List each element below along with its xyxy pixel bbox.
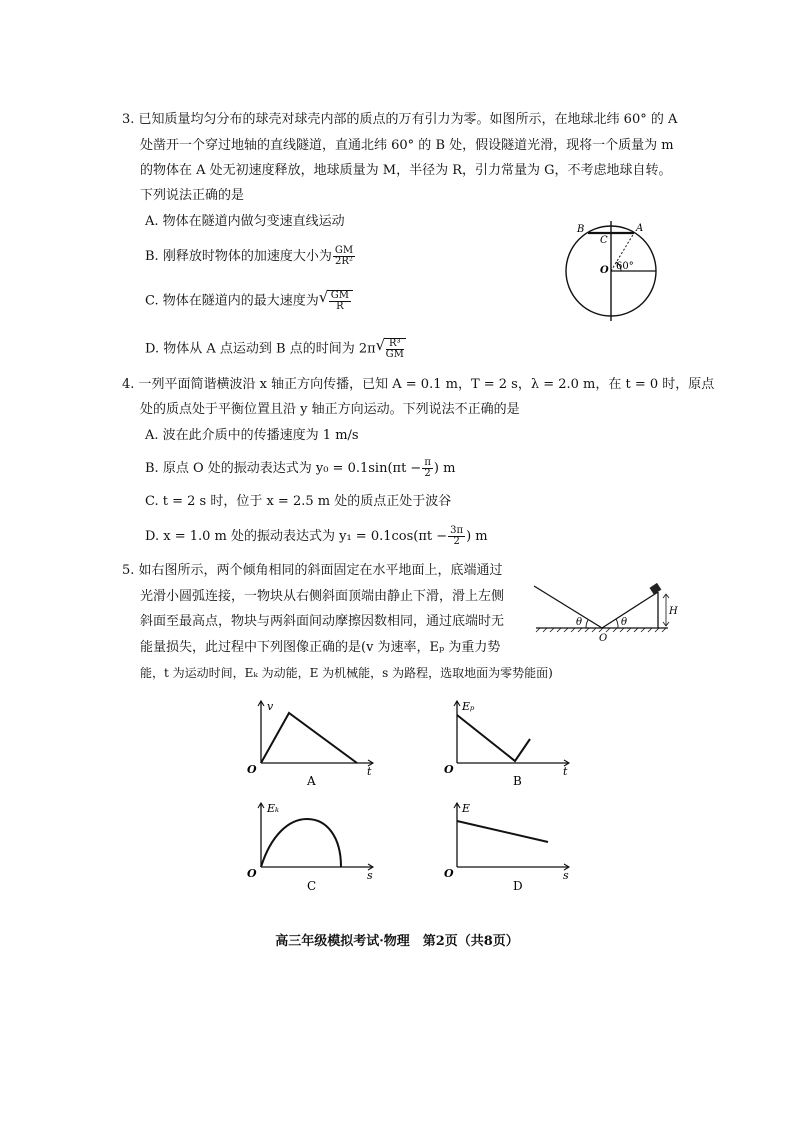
graph-b-xlabel: t bbox=[563, 765, 568, 778]
q4-stem-line1: 4. 一列平面简谐横波沿 x 轴正方向传播，已知 A = 0.1 m，T = 2 s，λ = 2.0 m，在 t = 0 时，原点 bbox=[122, 377, 715, 392]
graph-c-caption: C bbox=[307, 879, 317, 893]
graph-a bbox=[245, 695, 385, 795]
q4-stem-line2: 处的质点处于平衡位置且沿 y 轴正方向运动。下列说法不正确的是 bbox=[140, 402, 520, 417]
q3-option-b bbox=[145, 246, 356, 267]
frac-denominator: 2 bbox=[453, 536, 460, 547]
q5-stem-line1: 5. 如右图所示，两个倾角相同的斜面固定在水平地面上，底端通过 bbox=[122, 563, 503, 578]
q4-option-c: C. t = 2 s 时，位于 x = 2.5 m 处的质点正处于波谷 bbox=[145, 494, 452, 509]
q4-option-b-suffix: ) m bbox=[433, 461, 456, 476]
graph-a-xlabel: t bbox=[367, 765, 372, 778]
graph-b-caption: B bbox=[513, 774, 522, 788]
graph-d bbox=[443, 797, 583, 897]
graph-c-xlabel: s bbox=[367, 869, 373, 882]
frac-denominator: GM bbox=[385, 349, 404, 360]
q3-option-d-sqrt: √ $\frac{\text{R³}}{GM}$ bbox=[375, 336, 404, 360]
fig-theta-right: θ bbox=[621, 617, 628, 628]
graph-d-caption: D bbox=[513, 879, 523, 893]
q3-option-c-text: C. 物体在隧道内的最大速度为 bbox=[145, 293, 319, 309]
q3-option-b-fraction bbox=[333, 246, 355, 267]
q3-stem-line2: 处凿开一个穿过地轴的直线隧道，直通北纬 60° 的 B 处，假设隧道光滑，现将一个质量为 m bbox=[140, 138, 674, 153]
q3-option-c bbox=[145, 290, 353, 312]
graph-d-origin: O bbox=[444, 867, 454, 880]
frac-numerator: GM bbox=[334, 245, 354, 256]
q5-stem-line5: 能，t 为运动时间，Eₖ 为动能，E 为机械能，s 为路程，选取地面为零势能面) bbox=[140, 666, 553, 680]
fig-label-angle: 60° bbox=[616, 261, 634, 272]
frac-denominator: R bbox=[336, 301, 344, 312]
graph-b-origin: O bbox=[444, 763, 454, 776]
q5-stem-line4: 能量损失，此过程中下列图像正确的是(v 为速率，Eₚ 为重力势 bbox=[140, 640, 501, 655]
graph-c-ylabel: Eₖ bbox=[267, 802, 280, 815]
q3-option-d bbox=[145, 338, 406, 360]
frac-numerator: GM bbox=[330, 290, 349, 301]
q3-option-c-sqrt: √ $\frac{GM}{R}$ bbox=[319, 290, 353, 312]
q3-earth-figure bbox=[555, 215, 667, 327]
q3-option-b-text: B. 刚释放时物体的加速度大小为 bbox=[145, 249, 332, 264]
q3-stem-line3: 的物体在 A 处无初速度释放，地球质量为 M，半径为 R，引力常量为 G，不考虑地球自转。 bbox=[140, 163, 672, 178]
q4-option-d-suffix: ) m bbox=[466, 529, 488, 544]
q4-option-b bbox=[145, 458, 455, 479]
frac-denominator: 2R² bbox=[334, 256, 353, 267]
graph-a-origin: O bbox=[247, 763, 257, 776]
graph-c-origin: O bbox=[247, 867, 257, 880]
q5-stem-line2: 光滑小圆弧连接，一物块从右侧斜面顶端由静止下滑，滑上左侧 bbox=[140, 589, 505, 604]
fig-label-o: O bbox=[600, 265, 609, 276]
q5-stem-line3: 斜面至最高点，物块与两斜面间动摩擦因数相同，通过底端时无 bbox=[140, 614, 505, 629]
q4-option-b-text: B. 原点 O 处的振动表达式为 y₀ = 0.1sin(πt − bbox=[145, 461, 422, 476]
q3-stem-line1: 3. 已知质量均匀分布的球壳对球壳内部的质点的万有引力为零。如图所示，在地球北纬 60° 的 A bbox=[122, 112, 678, 127]
frac-numerator: π bbox=[424, 457, 431, 468]
graph-b-ylabel: Eₚ bbox=[462, 700, 475, 713]
q4-option-d-text: D. x = 1.0 m 处的振动表达式为 y₁ = 0.1cos(πt − bbox=[145, 529, 448, 544]
q4-option-a: A. 波在此介质中的传播速度为 1 m/s bbox=[145, 428, 359, 443]
page-footer: 高三年级模拟考试·物理 第2页（共8页） bbox=[275, 934, 519, 949]
fig-label-o: O bbox=[599, 633, 608, 644]
fig-label-a: A bbox=[636, 223, 644, 234]
fig-label-h: H bbox=[669, 606, 678, 617]
q4-option-b-fraction bbox=[422, 458, 433, 479]
fig-label-b: B bbox=[577, 224, 585, 235]
fig-label-c: C bbox=[600, 235, 608, 246]
q3-option-d-text: D. 物体从 A 点运动到 B 点的时间为 2π bbox=[145, 341, 376, 357]
graph-a-caption: A bbox=[307, 774, 316, 788]
q3-stem-line4: 下列说法正确的是 bbox=[140, 188, 245, 203]
q4-option-d-fraction bbox=[448, 526, 465, 547]
q5-slopes-figure bbox=[530, 582, 680, 644]
frac-numerator: 3π bbox=[450, 525, 464, 536]
graph-a-ylabel: v bbox=[267, 700, 274, 713]
frac-numerator: R³ bbox=[386, 339, 404, 350]
q3-option-a: A. 物体在隧道内做匀变速直线运动 bbox=[145, 214, 345, 229]
q4-option-d bbox=[145, 526, 488, 547]
graph-b bbox=[443, 695, 583, 795]
frac-denominator: 2 bbox=[424, 468, 431, 479]
graph-d-xlabel: s bbox=[563, 869, 569, 882]
fig-theta-left: θ bbox=[576, 617, 583, 628]
graph-c bbox=[245, 797, 385, 897]
graph-d-ylabel: E bbox=[462, 802, 471, 815]
